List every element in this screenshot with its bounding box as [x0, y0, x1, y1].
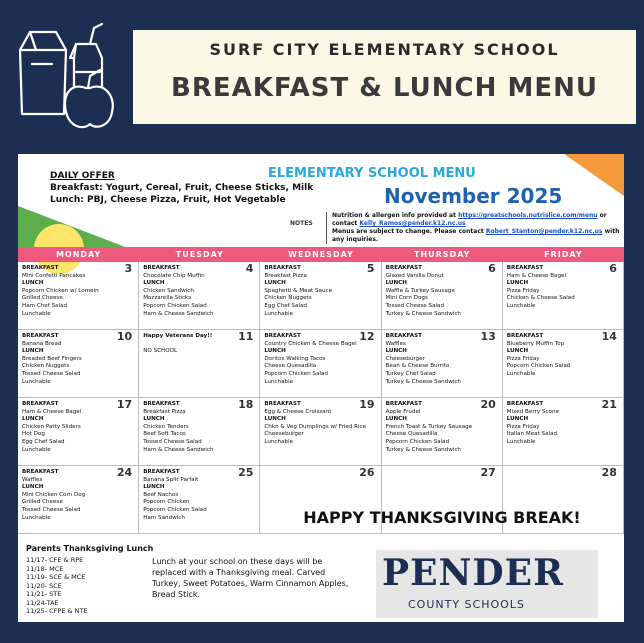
menu-item: BREAKFAST	[22, 469, 59, 475]
menu-item: LUNCH	[385, 416, 407, 423]
day-monday: MONDAY	[55, 250, 102, 259]
day-number: 5	[366, 262, 375, 275]
list-item: 11/19- SCE & MCE	[26, 573, 86, 581]
calendar-day-cell	[382, 398, 503, 466]
menu-item: Cheese Quesadilla	[264, 363, 317, 370]
contact-email-link[interactable]: Kelly_Ramos@pender.k12.nc.us	[359, 220, 466, 227]
elementary-menu-title: ELEMENTARY SCHOOL MENU	[268, 166, 476, 181]
day-number: 21	[601, 398, 617, 411]
menu-item: Tossed Cheese Salad	[22, 370, 81, 377]
menu-item: BREAKFAST	[22, 333, 59, 339]
menu-item: Ham Chef Salad	[22, 302, 68, 309]
menu-item: Pizza Friday	[506, 287, 540, 294]
menu-item: Doritos Walking Tacos	[264, 355, 326, 362]
menu-item: BREAKFAST	[385, 401, 422, 407]
day-number: 26	[359, 466, 375, 479]
menu-item: Chicken & Cheese Salad	[506, 295, 575, 302]
menu-item: Grilled Cheese	[22, 499, 63, 506]
daily-offer-lunch: Lunch: PBJ, Cheese Pizza, Fruit, Hot Vegetable	[50, 195, 286, 205]
calendar-day-cell	[18, 330, 139, 398]
menu-item: Banana Bread	[22, 340, 62, 347]
list-item: 11/24-TAE	[26, 598, 59, 607]
menu-item: Happy Veterans Day!!	[143, 333, 213, 339]
menu-item: LUNCH	[22, 280, 44, 287]
logo-county-schools: COUNTY SCHOOLS	[408, 598, 525, 611]
menu-item: Mini Confetti Pancakes	[22, 272, 86, 279]
menu-item: French Toast & Turkey Sausage	[385, 423, 473, 430]
menu-item: NO SCHOOL	[143, 348, 178, 355]
day-number: 11	[238, 330, 254, 343]
menu-item: LUNCH	[143, 416, 165, 423]
menu-item: LUNCH	[385, 348, 407, 355]
menu-item: Popcorn Chicken w/ Lomein	[22, 287, 99, 294]
menu-item: Ham & Cheese Sandwich	[143, 310, 214, 317]
menu-item: Mini Chicken Corn Dog	[22, 491, 86, 498]
menu-item: Banana Split Parfait	[143, 476, 199, 483]
daily-offer-breakfast: Breakfast: Yogurt, Cereal, Fruit, Cheese Sticks, Milk	[50, 183, 314, 193]
day-number: 6	[488, 262, 496, 275]
notes-divider	[326, 212, 327, 244]
menu-title: BREAKFAST & LUNCH MENU	[171, 73, 598, 103]
menu-item: LUNCH	[506, 280, 529, 287]
menu-item: BREAKFAST	[506, 401, 544, 407]
daily-offer-title: DAILY OFFER	[50, 171, 115, 181]
menu-item: Tossed Cheese Salad	[143, 438, 202, 445]
school-name: SURF CITY ELEMENTARY SCHOOL	[209, 40, 560, 59]
menu-item: Mini Corn Dogs	[385, 295, 428, 302]
calendar-day-cell	[139, 262, 260, 330]
nutrislice-link[interactable]: https://greatschools.nutrislice.com/menu	[458, 212, 598, 219]
menu-item: BREAKFAST	[264, 333, 301, 339]
list-item: 11/18- MCE	[26, 564, 64, 573]
day-number: 25	[238, 466, 254, 479]
menu-item: Lunchable	[506, 370, 536, 377]
day-number: 13	[480, 330, 496, 343]
menu-item: Popcorn Chicken Salad	[143, 506, 207, 513]
menu-item: Breakfast Pizza	[143, 408, 186, 415]
menu-item: Popcorn Chicken Salad	[264, 370, 328, 377]
menu-item: Lunchable	[506, 438, 536, 445]
notes-line-4: with any inquiries.	[332, 228, 620, 243]
menu-item: Tossed Cheese Salad	[22, 506, 81, 513]
list-item: 11/25- CFPE & NTE	[26, 607, 88, 615]
menu-item: Apple Frudel	[385, 408, 421, 415]
menu-item: Lunchable	[22, 446, 51, 453]
calendar-day-cell	[382, 262, 503, 330]
menu-item: LUNCH	[506, 416, 529, 423]
menu-item: Cheeseburger	[264, 431, 304, 438]
inquiry-email-link[interactable]: Robert_Stanton@pender.k12.nc.us	[485, 228, 603, 235]
menu-item: LUNCH	[22, 348, 44, 355]
menu-item: Tossed Cheese Salad	[385, 302, 445, 309]
menu-item: BREAKFAST	[143, 265, 180, 271]
menu-item: Chicken Sandwich	[143, 287, 194, 294]
menu-item: BREAKFAST	[22, 265, 59, 271]
menu-item: LUNCH	[22, 484, 44, 491]
menu-item: Lunchable	[264, 378, 294, 385]
menu-item: Turkey & Cheese Sandwich	[385, 378, 461, 385]
day-number: 14	[601, 330, 617, 343]
menu-item: Popcorn Chicken	[143, 499, 190, 506]
footer-section	[18, 540, 624, 622]
menu-item: BREAKFAST	[143, 469, 180, 475]
menu-item: Grilled Cheese	[22, 295, 63, 302]
menu-item: LUNCH	[264, 280, 286, 287]
menu-item: Beef Nachos	[143, 491, 179, 498]
calendar-day-cell	[503, 262, 624, 330]
day-number: 20	[480, 398, 496, 411]
menu-item: Egg Chef Salad	[22, 438, 65, 445]
menu-item: Ham & Cheese Bagel	[506, 272, 567, 279]
list-item: 11/20- SCE	[26, 581, 62, 590]
menu-item: Hot Dog	[22, 431, 45, 438]
calendar-day-cell	[139, 330, 260, 398]
menu-item: LUNCH	[22, 416, 44, 423]
menu-item: Chocolate Chip Muffin	[143, 272, 205, 279]
menu-item: LUNCH	[506, 348, 529, 355]
lunch-bag-icon	[6, 14, 126, 136]
parents-lunch-note: Lunch at your school on these days will be replaced with a Thanksgiving meal. Carved Turkey, Sweet Potatoes, Warm Cinnamon Apples, Bread Stick.	[152, 557, 349, 599]
menu-item: Lunchable	[22, 378, 51, 385]
menu-item: Breaded Beef Fingers	[22, 355, 82, 362]
day-number: 3	[124, 262, 133, 275]
thanksgiving-banner: HAPPY THANKSGIVING BREAK!	[303, 507, 581, 527]
menu-item: BREAKFAST	[385, 265, 422, 271]
menu-item: Ham & Cheese Bagel	[22, 408, 82, 415]
menu-item: Ham & Cheese Sandwich	[143, 446, 214, 453]
day-number: 6	[609, 262, 617, 275]
notes-label: NOTES	[290, 220, 313, 227]
menu-item: Breakfast Pizza	[264, 272, 307, 279]
menu-item: Lunchable	[264, 310, 294, 317]
calendar-day-cell	[503, 330, 624, 398]
menu-item: Waffles	[22, 476, 43, 483]
menu-item: Cheeseburger	[385, 355, 425, 362]
menu-item: Chkn & Veg Dumplings w/ Fried Rice	[264, 423, 367, 430]
day-thursday: THURSDAY	[413, 250, 471, 259]
day-wednesday: WEDNESDAY	[288, 250, 354, 259]
parents-lunch-title: Parents Thanksgiving Lunch	[26, 544, 154, 553]
menu-item: Beef Soft Tacos	[143, 431, 186, 438]
calendar-day-cell	[18, 262, 139, 330]
menu-month: November 2025	[384, 184, 563, 208]
menu-item: BREAKFAST	[506, 265, 544, 271]
calendar-day-cell	[18, 466, 139, 534]
menu-item: LUNCH	[385, 280, 407, 287]
menu-item: Lunchable	[22, 310, 51, 317]
day-number: 12	[359, 330, 375, 343]
day-number: 19	[359, 398, 375, 411]
logo-pender: PENDER	[382, 552, 564, 594]
menu-item: Pizza Friday	[506, 355, 540, 362]
menu-item: Bean & Cheese Burrito	[385, 363, 450, 370]
menu-item: LUNCH	[264, 416, 286, 423]
calendar-day-cell	[139, 466, 260, 534]
menu-sheet	[18, 154, 624, 622]
calendar-day-cell	[18, 398, 139, 466]
day-number: 17	[116, 398, 133, 411]
menu-item: Turkey Chef Salad	[385, 370, 436, 377]
title-banner	[133, 30, 636, 124]
menu-item: LUNCH	[264, 348, 286, 355]
parents-lunch-list	[26, 556, 88, 616]
menu-item: BREAKFAST	[264, 401, 301, 407]
day-friday: FRIDAY	[544, 250, 583, 259]
menu-item: BREAKFAST	[385, 333, 422, 339]
calendar-day-cell	[139, 398, 260, 466]
calendar-day-cell	[382, 330, 503, 398]
notes-line-2: or contact	[332, 212, 607, 227]
calendar-day-cell	[260, 262, 381, 330]
menu-item: Waffle & Turkey Sausage	[385, 287, 455, 294]
day-number: 4	[245, 262, 254, 275]
menu-item: Blueberry Muffin Top	[506, 340, 565, 347]
menu-item: Italian Meat Salad	[506, 431, 558, 438]
menu-item: Lunchable	[22, 514, 51, 521]
menu-item: Waffles	[385, 340, 406, 347]
day-number: 24	[116, 466, 133, 479]
menu-item: Popcorn Chicken Salad	[506, 363, 571, 370]
day-tuesday: TUESDAY	[175, 250, 224, 259]
menu-item: Chicken Nuggets	[22, 363, 70, 370]
menu-item: BREAKFAST	[506, 333, 544, 339]
calendar-day-cell	[260, 398, 381, 466]
calendar-day-cell	[260, 330, 381, 398]
menu-item: Pizza Friday	[506, 423, 540, 430]
menu-item: Turkey & Cheese Sandwich	[385, 310, 461, 317]
menu-item: Mixed Berry Scone	[506, 408, 559, 415]
menu-item: BREAKFAST	[264, 265, 301, 271]
notes-line-3: Menus are subject to change. Please contact	[332, 228, 486, 235]
menu-item: BREAKFAST	[143, 401, 180, 407]
menu-item: Spaghetti & Meat Sauce	[264, 287, 333, 294]
menu-item: Ham Sandwich	[143, 514, 185, 521]
menu-item: Mozzarella Sticks	[143, 295, 192, 302]
menu-item: Glazed Vanilla Donut	[385, 272, 444, 279]
menu-item: Country Chicken & Cheese Bagel	[264, 340, 357, 347]
notes-text	[332, 212, 622, 244]
pender-logo	[376, 550, 598, 618]
day-number: 27	[480, 466, 496, 479]
menu-item: Chicken Nuggets	[264, 295, 312, 302]
weekday-header	[18, 247, 624, 262]
calendar-day-cell	[503, 398, 624, 466]
menu-item: LUNCH	[143, 280, 165, 287]
menu-item: Chicken Tenders	[143, 423, 189, 430]
menu-item: Lunchable	[506, 302, 536, 309]
day-number: 10	[116, 330, 133, 343]
list-item: 11/21- STE	[26, 590, 62, 598]
menu-item: LUNCH	[143, 484, 165, 491]
menu-item: Popcorn Chicken Salad	[385, 438, 450, 445]
menu-item: Turkey & Cheese Sandwich	[385, 446, 461, 453]
menu-item: Lunchable	[264, 438, 294, 445]
orange-corner-decoration	[564, 154, 624, 196]
menu-item: Egg Chef Salad	[264, 302, 307, 309]
menu-item: Popcorn Chicken Salad	[143, 302, 207, 309]
day-number: 28	[601, 466, 617, 479]
day-number: 18	[238, 398, 254, 411]
notes-line-1: Nutrition & allergen info provided at	[332, 212, 459, 219]
menu-item: Cheese Quesadilla	[385, 431, 438, 438]
menu-item: Chicken Patty Sliders	[22, 423, 81, 430]
menu-item: BREAKFAST	[22, 401, 59, 407]
menu-item: Egg & Cheese Croissant	[264, 408, 332, 415]
list-item: 11/17- CFE & RPE	[26, 556, 84, 564]
